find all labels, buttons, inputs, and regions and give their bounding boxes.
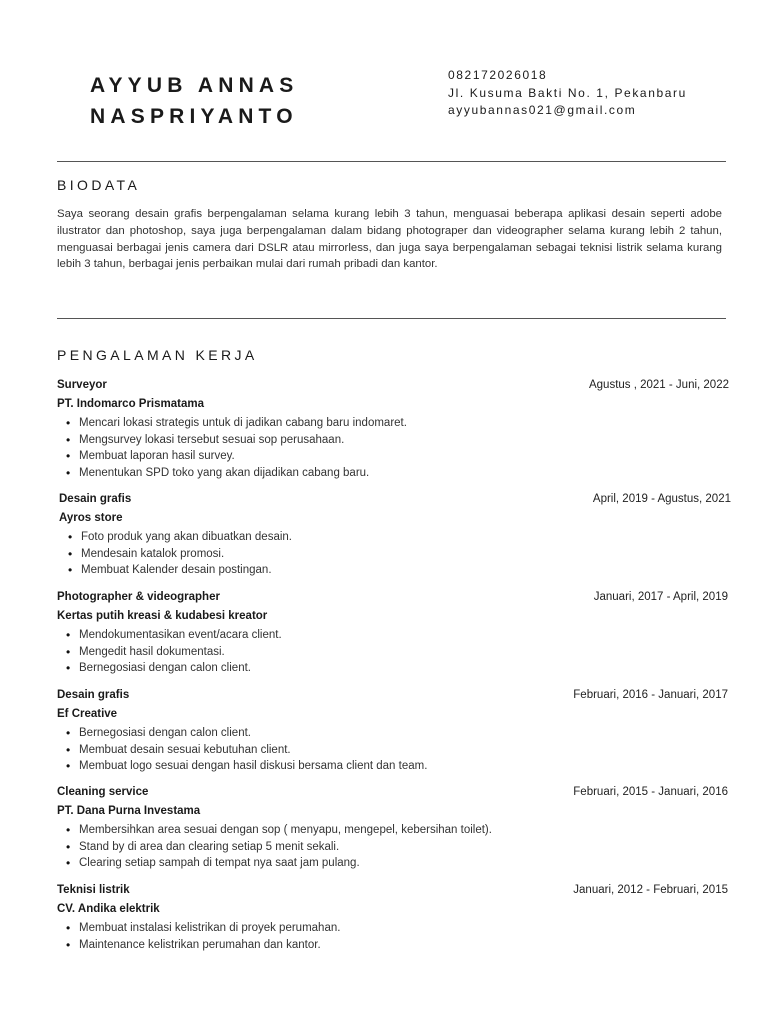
- task-item: • Bernegosiasi dengan calon client.: [79, 725, 728, 742]
- experience-heading: PENGALAMAN KERJA: [57, 347, 258, 363]
- task-item: • Bernegosiasi dengan calon client.: [79, 660, 728, 677]
- job-company: Ayros store: [59, 512, 123, 524]
- job-dates: Januari, 2012 - Februari, 2015: [573, 884, 728, 896]
- task-item: • Maintenance kelistrikan perumahan dan kantor.: [79, 937, 728, 954]
- task-item: • Mendokumentasikan event/acara client.: [79, 627, 728, 644]
- job-title: Photographer & videographer: [57, 591, 220, 603]
- task-list: [57, 415, 728, 481]
- job-entry: [59, 493, 730, 579]
- job-title: Cleaning service: [57, 786, 149, 798]
- email-address: ayyubannas021@gmail.com: [448, 103, 637, 117]
- job-entry: [57, 591, 728, 677]
- divider-middle: [57, 318, 726, 319]
- task-item: • Clearing setiap sampah di tempat nya saat jam pulang.: [79, 855, 728, 872]
- task-item: • Mengedit hasil dokumentasi.: [79, 644, 728, 661]
- job-title: Surveyor: [57, 379, 107, 391]
- task-item: • Membuat laporan hasil survey.: [79, 448, 728, 465]
- task-item: • Membuat Kalender desain postingan.: [81, 562, 730, 579]
- task-item: • Mengsurvey lokasi tersebut sesuai sop perusahaan.: [79, 432, 728, 449]
- task-item: • Membuat desain sesuai kebutuhan client.: [79, 742, 728, 759]
- name-line-2: NASPRIYANTO: [90, 105, 298, 128]
- job-company: CV. Andika elektrik: [57, 903, 160, 915]
- task-list: [59, 529, 730, 579]
- contact-info: [448, 67, 687, 120]
- task-item: • Membersihkan area sesuai dengan sop ( menyapu, mengepel, kebersihan toilet).: [79, 822, 728, 839]
- name-line-1: AYYUB ANNAS: [90, 74, 299, 97]
- job-dates: Februari, 2016 - Januari, 2017: [573, 689, 728, 701]
- task-list: [57, 725, 728, 775]
- task-list: [57, 627, 728, 677]
- task-item: • Stand by di area dan clearing setiap 5 menit sekali.: [79, 839, 728, 856]
- divider-top: [57, 161, 726, 162]
- biodata-text: Saya seorang desain grafis berpengalaman selama kurang lebih 3 tahun, menguasai beberapa aplikasi desain seperti adobe ilustrator dan photoshop, saya juga berpengalaman dalam bidang photograper dan videographer selama kurang lebih 2 tahun, menguasai berbagai jenis camera dari DSLR atau mirrorless, dan juga saya berpengalaman sebagai teknisi listrik selama kurang lebih 3 tahun, berbagai jenis perbaikan mulai dari rumah pribadi dan kantor.: [57, 208, 722, 271]
- job-dates: Februari, 2015 - Januari, 2016: [573, 786, 728, 798]
- job-entry: [57, 379, 728, 481]
- task-item: • Foto produk yang akan dibuatkan desain.: [81, 529, 730, 546]
- task-list: [57, 822, 728, 872]
- job-title: Teknisi listrik: [57, 884, 130, 896]
- job-dates: Agustus , 2021 - Juni, 2022: [588, 379, 729, 391]
- job-title: Desain grafis: [57, 689, 130, 701]
- job-entry: [57, 884, 728, 953]
- task-item: • Membuat instalasi kelistrikan di proyek perumahan.: [79, 920, 728, 937]
- task-item: • Mencari lokasi strategis untuk di jadikan cabang baru indomaret.: [79, 415, 728, 432]
- job-company: Ef Creative: [57, 708, 118, 720]
- job-company: Kertas putih kreasi & kudabesi kreator: [57, 610, 268, 622]
- job-entry: [57, 689, 728, 775]
- task-item: • Menentukan SPD toko yang akan dijadikan cabang baru.: [79, 465, 728, 482]
- task-item: • Mendesain katalok promosi.: [81, 546, 730, 563]
- task-item: • Membuat logo sesuai dengan hasil diskusi bersama client dan team.: [79, 758, 728, 775]
- candidate-name: [90, 70, 299, 132]
- job-dates: Januari, 2017 - April, 2019: [593, 591, 728, 603]
- job-dates: April, 2019 - Agustus, 2021: [592, 493, 731, 505]
- job-entry: [57, 786, 728, 872]
- task-list: [57, 920, 728, 953]
- phone-number: 082172026018: [448, 68, 548, 82]
- address: Jl. Kusuma Bakti No. 1, Pekanbaru: [448, 85, 687, 100]
- biodata-heading: BIODATA: [57, 177, 141, 193]
- job-company: PT. Indomarco Prismatama: [57, 398, 204, 410]
- job-company: PT. Dana Purna Investama: [57, 805, 201, 817]
- job-title: Desain grafis: [59, 493, 132, 505]
